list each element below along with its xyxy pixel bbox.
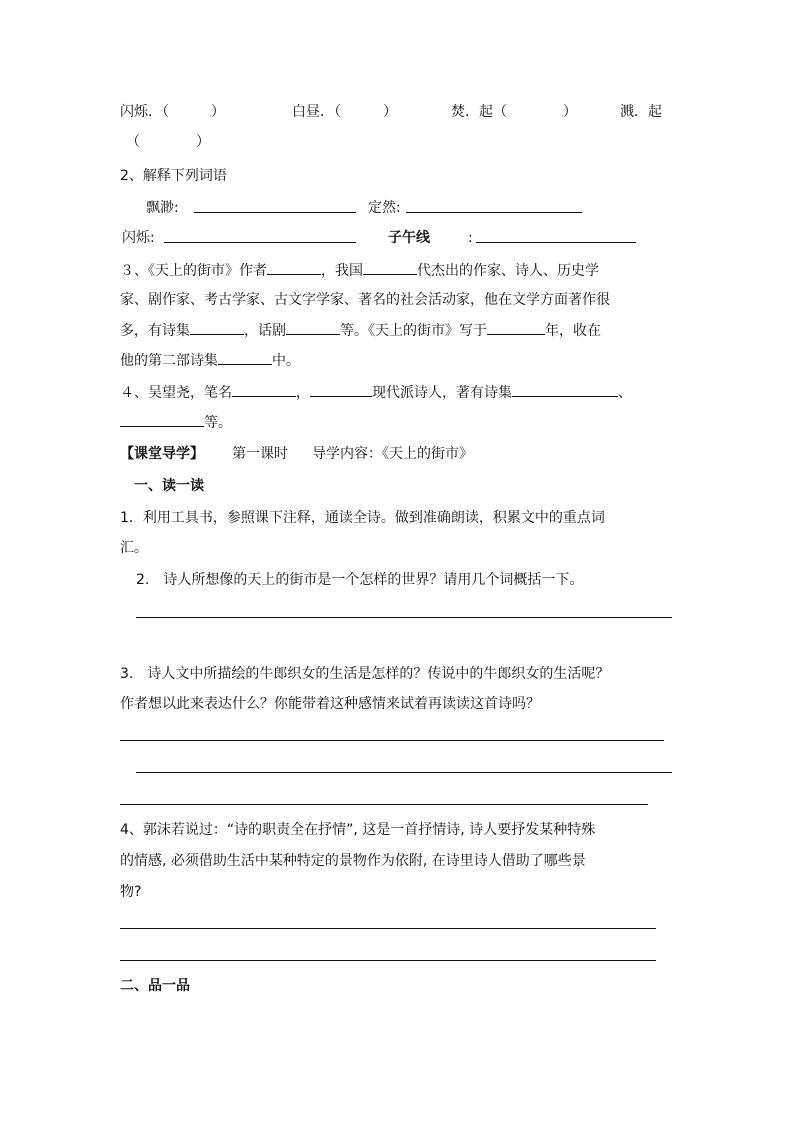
q4-text-1d: 、 (618, 385, 632, 401)
q1-word-3: 焚．起（ ） (451, 104, 577, 120)
item-4-line-1: 4、郭沫若说过：“诗的职责全在抒情”, 这是一首抒情诗, 诗人要抒发某种特殊 (120, 822, 596, 838)
q2-term-3: 闪烁: (122, 230, 155, 246)
q2-title: 2、解释下列词语 (120, 168, 227, 184)
item-3-line-1: 3. 诗人文中所描绘的牛郎织女的生活是怎样的？传说中的牛郎织女的生活呢？ (120, 666, 610, 682)
q2-term-1: 飘渺: (146, 200, 179, 216)
item-3-answer-line-3[interactable] (120, 804, 648, 805)
q2-term-2-blank[interactable] (406, 212, 582, 213)
q2-term-2: 定然: (368, 200, 401, 216)
q3-text-3d: 年，收在 (545, 323, 601, 339)
q3-text-4b: 中。 (272, 353, 300, 369)
q4-text-2b: 等。 (204, 415, 232, 431)
q1-word-4: 溅．起 (620, 104, 662, 120)
q3-text-1c: 代杰出的作家、诗人、历史学 (417, 263, 599, 279)
item-1-line-2: 汇。 (120, 540, 148, 556)
item-4-answer-line-2[interactable] (120, 960, 656, 961)
q3-text-1b: ，我国 (321, 263, 363, 279)
subsection-read: 一、读一读 (134, 478, 204, 494)
item-2-answer-line[interactable] (136, 617, 672, 618)
q3-blank-author[interactable] (267, 260, 321, 275)
q3-text-1a: ３、《天上的街市》作者 (120, 263, 267, 279)
q3-blank-year[interactable] (487, 320, 545, 335)
q4-blank-place[interactable] (310, 382, 372, 397)
item-1-line-1: 1．利用工具书，参照课下注释，通读全诗。做到准确朗读，积累文中的重点词 (120, 510, 605, 526)
q1-word-2: 白昼．（ ） (292, 104, 397, 120)
q4-text-1a: ４、吴望尧，笔名 (120, 385, 232, 401)
section-header-content: 导学内容：《天上的街市》 (312, 446, 473, 462)
q4-text-1b: ， (296, 385, 310, 401)
q3-line-1 (120, 260, 599, 281)
item-3-line-2: 作者想以此来表达什么？你能带着这种感情来试着再读读这首诗吗？ (120, 696, 540, 712)
q3-text-3b: ，话剧 (244, 323, 286, 339)
q4-line-1 (120, 382, 632, 403)
section-header-tag: 【课堂导学】 (120, 446, 204, 462)
item-4-answer-line-1[interactable] (120, 928, 656, 929)
q3-text-4a: 他的第二部诗集 (120, 353, 218, 369)
q2-term-4: 子午线 (388, 230, 430, 246)
item-3-answer-line-1[interactable] (120, 740, 664, 741)
item-4-line-2: 的情感, 必须借助生活中某种特定的景物作为依附, 在诗里诗人借助了哪些景 (120, 853, 586, 869)
q3-text-3a: 多，有诗集 (120, 323, 190, 339)
subsection-taste: 二、品一品 (120, 978, 190, 994)
q3-line-4 (120, 350, 300, 371)
q3-line-2: 家、剧作家、考古学家、古文字学家、著名的社会活动家，他在文学方面著作很 (120, 292, 610, 308)
q2-term-4-colon: : (468, 230, 473, 246)
q4-line-2 (120, 412, 232, 433)
q1-word-4-blank: （ ） (126, 134, 210, 150)
section-header-lesson: 第一课时 (232, 446, 288, 462)
item-2: 2. 诗人所想像的天上的街市是一个怎样的世界？请用几个词概括一下。 (136, 572, 584, 588)
q3-line-3 (120, 320, 601, 341)
q4-blank-collection-2[interactable] (120, 412, 204, 427)
q4-blank-collection-1[interactable] (512, 382, 618, 397)
q2-term-1-blank[interactable] (194, 212, 356, 213)
q4-text-1c: 现代派诗人，著有诗集 (372, 385, 512, 401)
q3-blank-drama[interactable] (286, 320, 340, 335)
q3-blank-era[interactable] (363, 260, 417, 275)
item-4-line-3: 物? (120, 884, 142, 900)
q4-blank-penname[interactable] (232, 382, 296, 397)
q1-word-1: 闪烁．（ ） (120, 104, 225, 120)
q2-term-3-blank[interactable] (164, 242, 356, 243)
q3-blank-poems[interactable] (190, 320, 244, 335)
item-3-answer-line-2[interactable] (136, 772, 672, 773)
q3-text-3c: 等。《天上的街市》写于 (340, 323, 487, 339)
q2-term-4-blank[interactable] (476, 242, 636, 243)
q3-blank-collection[interactable] (218, 350, 272, 365)
